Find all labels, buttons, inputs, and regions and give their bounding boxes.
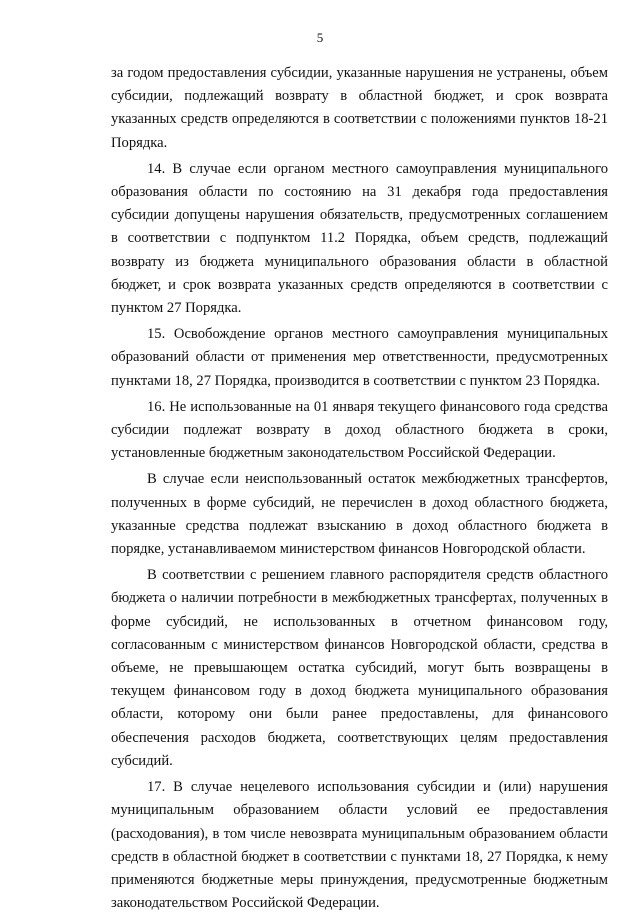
- paragraph-item-14: 14. В случае если органом местного самоуправления муниципального образования области по состоянию на 31 декабря года предоставления субсидии допущены нарушения обязательств, предусмотренных соглашением в соответствии с подпунктом 11.2 Порядка, объем средств, подлежащий возврату из бюджета муниципального образования области в областной бюджет, и срок возврата указанных средств определяются в соответствии с пунктом 27 Порядка.: [111, 160, 608, 317]
- paragraph-continuation: за годом предоставления субсидии, указанные нарушения не устранены, объем субсидии, подлежащий возврату в областной бюджет, и срок возврата указанных средств определяются в соответствии с положениями пунктов 18-21 Порядка.: [111, 65, 608, 151]
- paragraph-item-17: 17. В случае нецелевого использования субсидии и (или) нарушения муниципальным образованием области условий ее предоставления (расходования), в том числе невозврата муниципальным образованием области средств в областной бюджет в соответствии с пунктами 18, 27 Порядка, к нему применяются бюджетные меры принуждения, предусмотренные бюджетным законодательством Российской Федерации.: [111, 779, 608, 912]
- page-number: 5: [316, 30, 324, 45]
- paragraph-unused-balance: В случае если неиспользованный остаток межбюджетных трансфертов, полученных в форме субсидий, не перечислен в доход областного бюджета, указанные средства подлежат взысканию в доход областного бюджета в порядке, устанавливаемом министерством финансов Новгородской области.: [111, 471, 608, 558]
- document-body: [111, 62, 608, 915]
- paragraph-item-15: 15. Освобождение органов местного самоуправления муниципальных образований области от применения мер ответственности, предусмотренных пунктами 18, 27 Порядка, производится в соответствии с пунктом 23 Порядка.: [111, 326, 608, 389]
- paragraph-item-16: 16. Не использованные на 01 января текущего финансового года средства субсидии подлежат возврату в доход областного бюджета в сроки, установленные бюджетным законодательством Российской Федерации.: [111, 398, 608, 462]
- paragraph-return-decision: В соответствии с решением главного распорядителя средств областного бюджета о наличии потребности в межбюджетных трансфертах, полученных в форме субсидий, не использованных в отчетном финансовом году, согласованным с министерством финансов Новгородской области, средства в объеме, не превышающем остатка субсидий, могут быть возвращены в текущем финансовом году в доход бюджета муниципального образования области, которому они были ранее предоставлены, для финансового обеспечения расходов бюджета, соответствующих целям предоставления субсидий.: [111, 567, 608, 769]
